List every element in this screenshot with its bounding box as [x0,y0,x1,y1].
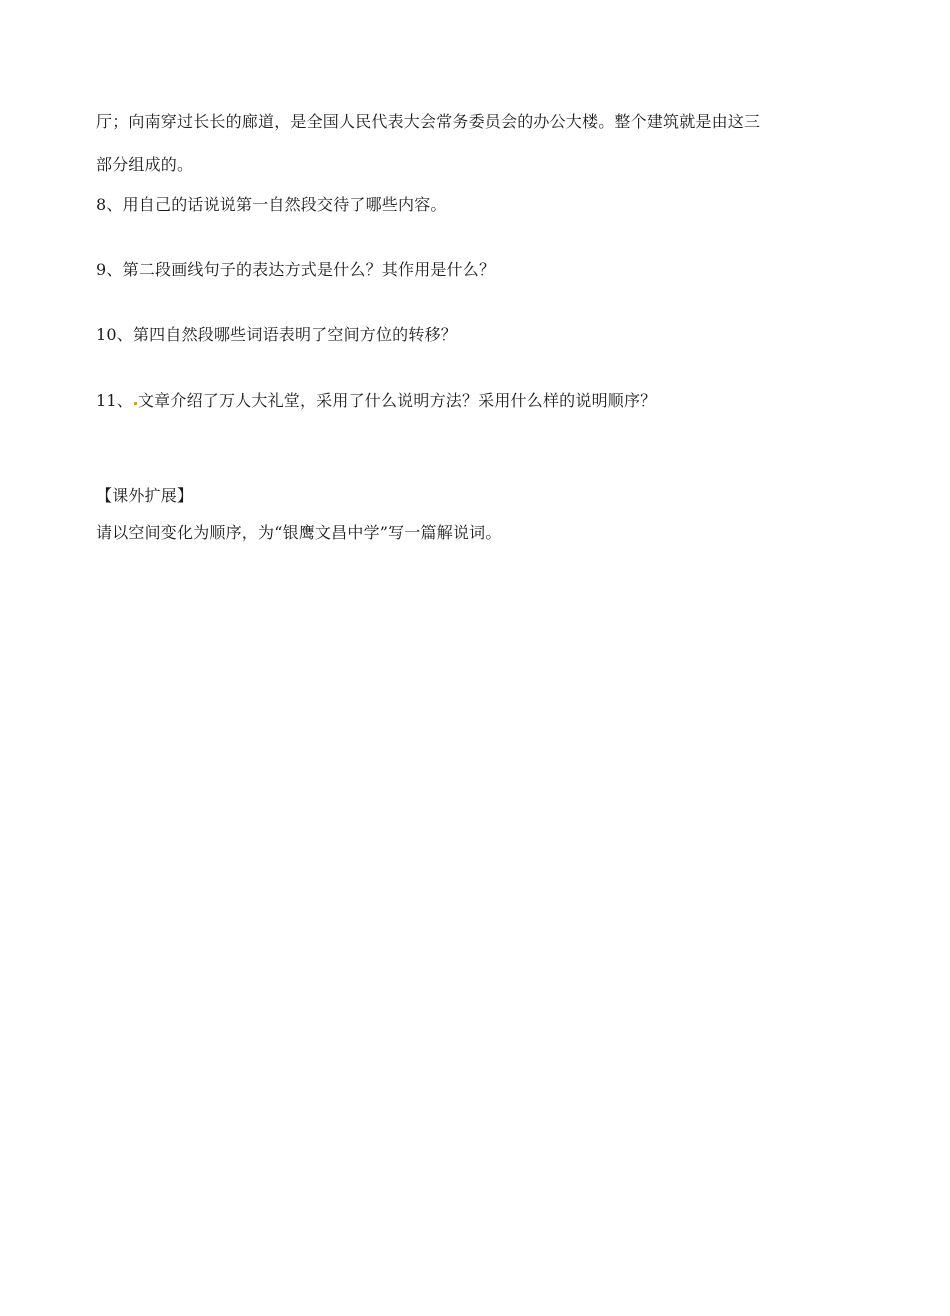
question-text: 文章介绍了万人大礼堂，采用了什么说明方法？采用什么样的说明顺序？ [137,391,657,410]
question-11 [96,390,656,412]
question-9 [96,259,495,281]
question-number: 11、 [96,391,133,410]
question-number: 8、 [96,195,123,214]
mark-dot [134,402,137,405]
question-text: 第二段画线句子的表达方式是什么？其作用是什么？ [122,260,496,279]
question-10 [96,324,457,346]
question-number: 9、 [96,260,123,279]
question-number: 10、 [96,325,133,344]
extension-prompt: 请以空间变化为顺序，为“银鹰文昌中学”写一篇解说词。 [96,523,502,542]
extension-heading: 【课外扩展】 [96,486,194,505]
question-text: 用自己的话说说第一自然段交待了哪些内容。 [122,195,447,214]
question-text: 第四自然段哪些词语表明了空间方位的转移？ [132,325,457,344]
question-8 [96,194,447,216]
passage-line-2: 部分组成的。 [96,155,194,174]
passage-line-1: 厅；向南穿过长长的廊道，是全国人民代表大会常务委员会的办公大楼。整个建筑就是由这三 [96,112,761,131]
